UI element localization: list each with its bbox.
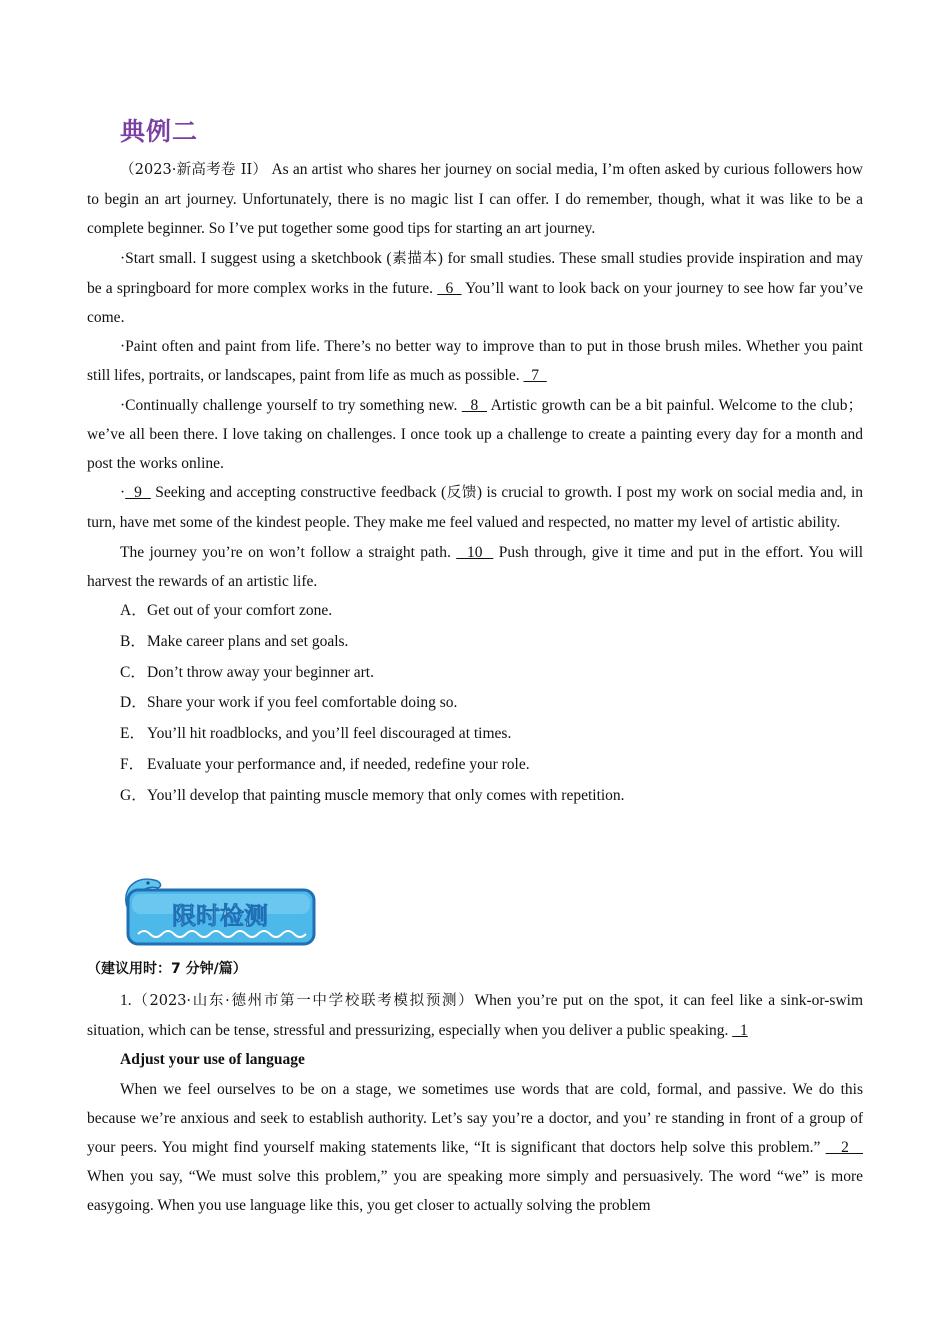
passage-conclusion: The journey you’re on won’t follow a straight path. 10 Push through, give it time and put in the effort. You will harvest the rewards of an artistic life. xyxy=(87,543,864,590)
option-a: A．Get out of your comfort zone. xyxy=(120,602,333,620)
blank-2: 2 xyxy=(825,1139,864,1157)
passage-tip-2: ·Paint often and paint from life. There’s no better way to improve than to put in those brush miles. Whether you paint still lifes, portraits, or landscapes, paint from life as much as possible. 7 xyxy=(87,338,863,385)
example-heading: 典例二 xyxy=(120,117,199,146)
exercise-subheading: Adjust your use of language xyxy=(120,1051,305,1069)
blank-9: 9 xyxy=(125,484,151,502)
passage-intro: （2023·新高考卷 II） As an artist who shares her journey on social media, I’m often asked by curious followers how to begin an art journey. Unfortunately, there is no magic list I can offer. I do remember, though, what it was like to be a complete beginner. So I’ve put together some good tips for starting an art journey. xyxy=(87,161,863,238)
option-f: F． Evaluate your performance and, if needed, redefine your role. xyxy=(120,756,530,774)
example-passage xyxy=(87,155,863,812)
exercise-intro: 1.（2023·山东·德州市第一中学校联考模拟预测）When you’re put on the spot, it can feel like a sink-or-swim situation, which can be tense, stressful and pressurizing, especially when you deliver a public speaking. 1 xyxy=(87,992,863,1040)
blank-6: 6 xyxy=(437,279,462,297)
badge-label: 限时检测 xyxy=(172,902,268,930)
option-c: C．Don’t throw away your beginner art. xyxy=(120,663,374,681)
option-d: D．Share your work if you feel comfortable doing so. xyxy=(120,694,458,712)
exercise-passage xyxy=(87,986,863,1221)
passage-tip-3: ·Continually challenge yourself to try something new. 8 Artistic growth can be a bit painful. Welcome to the club；we’ve all been there. I love taking on challenges. I once took up a challenge to create a painting every day for a month and post the works online. xyxy=(87,396,864,473)
answer-options xyxy=(87,596,863,812)
option-g: G．You’ll develop that painting muscle memory that only comes with repetition. xyxy=(120,786,625,804)
option-e: E． You’ll hit roadblocks, and you’ll feel discouraged at times. xyxy=(120,725,512,743)
blank-8: 8 xyxy=(461,396,488,414)
time-note: （建议用时：7 分钟/篇） xyxy=(87,961,247,977)
option-b: B．Make career plans and set goals. xyxy=(120,632,349,650)
timed-test-badge xyxy=(118,872,318,948)
passage-tip-1: ·Start small. I suggest using a sketchbook (素描本) for small studies. These small studies provide inspiration and may be a springboard for more complex works in the future. 6 You’ll want to look back on your journey to see how far you’ve come. xyxy=(87,249,864,327)
exercise-paragraph: When we feel ourselves to be on a stage, we sometimes use words that are cold, formal, and passive. We do this because we’re anxious and seek to establish authority. Let’s say you’re a doctor, and you’ re standing in front of a group of your peers. You might find yourself making statements like, “It is significant that doctors help solve this problem.” 2 When you say, “We must solve this problem,” you are speaking more simply and persuasively. The word “we” is more easygoing. When you use language like this, you get closer to actually solving the problem xyxy=(87,1080,864,1215)
source-label: （2023·新高考卷 II） xyxy=(120,162,268,178)
exercise-source: （2023·山东·德州市第一中学校联考模拟预测） xyxy=(131,993,475,1009)
blank-7: 7 xyxy=(523,367,547,385)
passage-tip-4: · 9 Seeking and accepting constructive feedback (反馈) is crucial to growth. I post my work on social media and, in turn, have met some of the kindest people. They make me feel valued and respected, no matter my level of artistic ability. xyxy=(87,484,863,532)
blank-10: 10 xyxy=(456,543,494,561)
question-number: 1. xyxy=(120,992,132,1009)
blank-1: 1 xyxy=(732,1022,748,1040)
